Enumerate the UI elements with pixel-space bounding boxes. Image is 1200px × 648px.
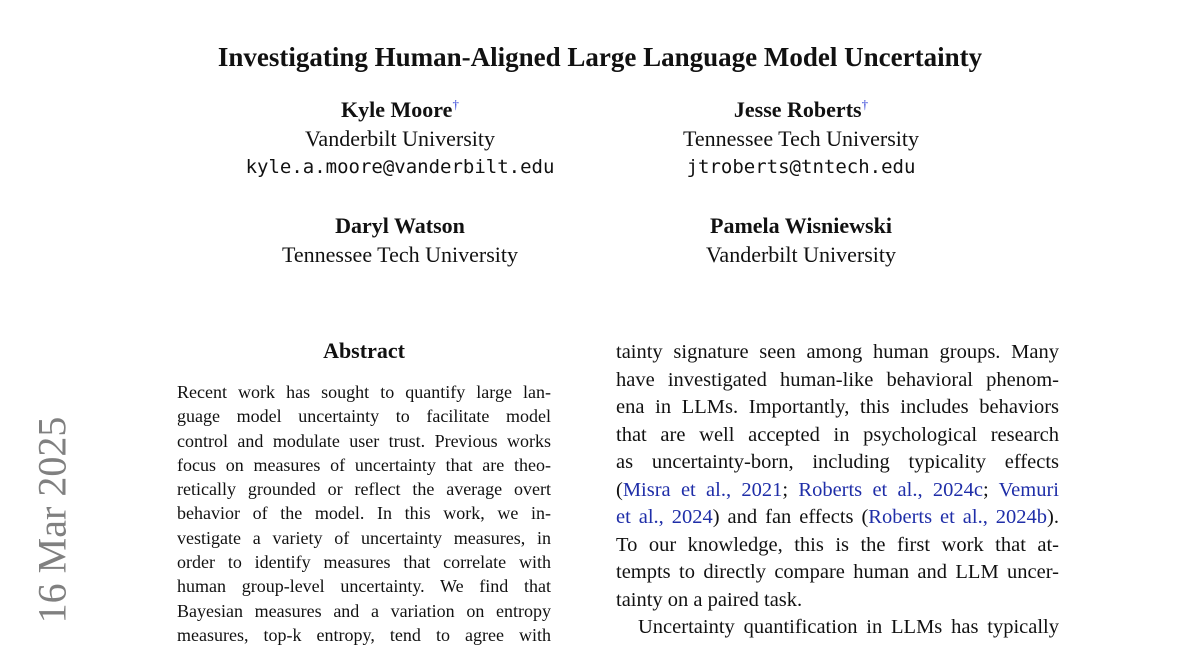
author-footnote-mark: † [861, 96, 869, 112]
body-line: ena in LLMs. Importantly, this includes behaviors [616, 396, 1059, 418]
body-line: tainty on a paired task. [616, 588, 803, 611]
paren-open: ( [616, 478, 623, 501]
abstract-line: measures, top-k entropy, tend to agree with [177, 624, 551, 645]
citation-link-roberts-2024c[interactable]: Roberts et al., 2024c [798, 478, 983, 501]
abstract-body [177, 380, 551, 647]
body-line: have investigated human-like behavioral phenom- [616, 368, 1059, 391]
abstract-line: order to identify measures that correlate with [177, 552, 551, 573]
author-block-3 [190, 211, 610, 269]
author-block-2 [591, 95, 1011, 182]
author-name: Jesse Roberts [733, 97, 862, 122]
body-fragment: ). [1047, 506, 1059, 528]
body-line: To our knowledge, this is the first work that at- [616, 533, 1059, 556]
abstract-line: Bayesian measures and a variation on entropy [177, 600, 551, 621]
citation-link-vemuri-2024[interactable]: Vemuri [998, 478, 1059, 501]
author-name: Daryl Watson [335, 213, 465, 238]
citation-separator: ; [983, 478, 999, 501]
author-affiliation: Tennessee Tech University [282, 242, 518, 267]
arxiv-date-stamp: 16 Mar 2025 [29, 416, 75, 624]
body-line: tainty signature seen among human groups. Many [616, 341, 1059, 363]
abstract-line: focus on measures of uncertainty that are theo- [177, 454, 551, 475]
author-affiliation: Vanderbilt University [705, 242, 897, 267]
author-email: kyle.a.moore@vanderbilt.edu [245, 156, 555, 178]
body-line [616, 504, 1059, 532]
citation-link-roberts-2024b[interactable]: Roberts et al., 2024b [868, 506, 1048, 528]
author-block-4 [591, 211, 1011, 269]
body-text-column [616, 339, 1059, 642]
abstract-line: behavior of the model. In this work, we in- [177, 503, 551, 524]
body-line: Uncertainty quantification in LLMs has typically [638, 616, 1059, 638]
author-affiliation: Tennessee Tech University [683, 126, 919, 151]
author-block-1 [190, 95, 610, 182]
body-line [616, 477, 1059, 505]
citation-separator: ; [782, 478, 799, 501]
body-line: tempts to directly compare human and LLM uncer- [616, 561, 1059, 583]
abstract-line: vestigate a variety of uncertainty measures, in [177, 527, 551, 548]
citation-link-vemuri-2024-cont[interactable]: et al., 2024 [616, 506, 713, 528]
abstract-heading: Abstract [323, 338, 405, 363]
author-name: Pamela Wisniewski [710, 213, 892, 238]
body-line: that are well accepted in psychological research [616, 423, 1059, 446]
body-line: as uncertainty-born, including typicality effects [616, 451, 1059, 473]
author-email: jtroberts@tntech.edu [686, 156, 916, 178]
abstract-line: guage model uncertainty to facilitate model [177, 406, 551, 427]
paper-title: Investigating Human-Aligned Large Language Model Uncertainty [217, 42, 983, 72]
citation-link-misra-2021[interactable]: Misra et al., 2021 [622, 478, 783, 501]
abstract-line: retically grounded or reflect the average overt [177, 479, 551, 500]
abstract-line: control and modulate user trust. Previous works [177, 430, 551, 451]
abstract-line: Recent work has sought to quantify large lan- [177, 382, 551, 402]
author-affiliation: Vanderbilt University [304, 126, 496, 151]
author-footnote-mark: † [452, 96, 459, 112]
abstract-line: human group-level uncertainty. We find that [177, 576, 551, 597]
author-name: Kyle Moore [341, 97, 453, 122]
body-fragment: ) and fan effects ( [712, 506, 869, 528]
